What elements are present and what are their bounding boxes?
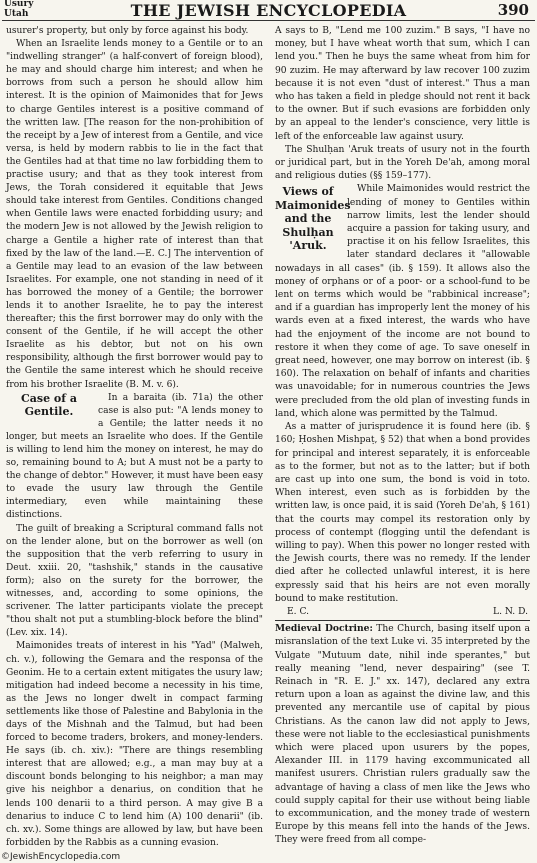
paragraph: While Maimonides would restrict the lending of money to Gentiles within narrow limits, lest the lender should acquire a passion for taking usury, and practise it on his fellow Israelites, this later standard declares it "allowable nowadays in all cases" (ib. § 159). It allows also the money of orphans or of a poor- or a school-fund to be lent on terms which would be "rabbinical increase"; and if a guardian has improperly lent the money of his wards even at a fixed interest, the wards who have had the enjoyment of the income are not bound to restore it when they come of age. To save oneself in great need, however, one may borrow on interest (ib. § 160). The relaxation on behalf of infants and charities was unavoidable; for in numerous countries the Jews were precluded from the old plan of investing funds in land, which alone was permitted by the Talmud.: [275, 184, 530, 419]
page-number: 390: [497, 1, 529, 19]
header-rule: [2, 20, 535, 21]
section-divider: [275, 620, 530, 621]
paragraph: The guilt of breaking a Scriptural command falls not on the lender alone, but on the borrower as well (on the supposition that the verb referring to usury in Deut. xxiii. 20, "tashshik," stands in the causative form); also on the surety for the borrower, the witnesses, and, according to some opinions, the scrivener. The latter participants violate the precept "thou shalt not put a stumbling-block before the blind" (Lev. xix. 14).: [6, 523, 263, 639]
paragraph: In a baraita (ib. 71a) the other case is also put: "A lends money to a Gentile; the latter needs it no longer, but meets an Israelite who does. If the Gentile is willing to lend him the money on interest, he may do so, remaining bound to A; but A must not be a party to the change of debtor." However, it must have been easy to evade the usury law through the Gentile intermediary, even while maintaining these distinctions.: [6, 392, 263, 521]
paragraph: usurer's property, but only by force against his body.: [6, 26, 249, 36]
section-heading: Medieval Doctrine:: [275, 623, 373, 635]
paragraph: Maimonides treats of interest in his "Yad" (Malweh, ch. v.), following the Gemara and the responsa of the Geonim. He to a certain extent mitigates the usury law; mitigation had indeed become a necessity in his time, as the Jews no longer dwelt in compact farming settlements like those of Palestine and Babylonia in the days of the Mishnah and the Talmud, but had been forced to become traders, brokers, and money-lenders. He says (ib. ch. xiv.): "There are things resembling interest that are allowed; e.g., a man may buy at a discount bonds belonging to his neighbor; a man may give his neighbor a denarius, on condition that he lends 100 denarii to a third person. A may give B a denarius to induce C to lend him (A) 100 denarii" (ib. ch. xv.). Some things are allowed by law, but have been forbidden by the Rabbis as a cunning evasion.: [6, 641, 263, 848]
running-head-last-word: Utah: [4, 8, 29, 19]
running-head-first-word: Usury: [4, 0, 34, 9]
left-column: [6, 25, 263, 850]
paragraph-body: The Church, basing itself upon a misranslation of the text Luke vi. 35 interpreted by the Vulgate "Mutuum date, nihil inde sperantes," but really meaning "lend, never despairing" (see T. Reinach in "R. E. J." xx. 147), declared any extra return upon a loan as against the divine law, and this prevented any mercantile use of capital by pious Christians. As the canon law did not apply to Jews, these were not liable to the ecclesiastical punishments which were placed upon usurers by the popes, Alexander III. in 1179 having excommunicated all manifest usurers. Christian rulers gradually saw the advantage of having a class of men like the Jews who could supply capital for their use without being liable to excommunication, and the money trade of western Europe by this means fell into the hands of the Jews. They were freed from all compe-: [275, 624, 530, 846]
sidenote-views-of-maimonides: Views of Maimonides and the Shulḥan 'Aruk.: [275, 185, 351, 253]
page-header: [0, 0, 537, 22]
copyright-footer: ©JewishEncyclopedia.com: [1, 852, 121, 862]
signature-left: E. C.: [287, 606, 310, 617]
paragraph: The Shulḥan 'Aruk treats of usury not in the fourth or juridical part, but in the Yoreh De'ah, among moral and religious duties (§§ 159–177).: [275, 144, 530, 182]
page-title: THE JEWISH ENCYCLOPEDIA: [130, 1, 407, 20]
paragraph: As a matter of jurisprudence it is found here (ib. § 160; Ḥoshen Mishpaṭ, § 52) that when a bond provides for principal and interest separately, it is enforceable as to the former, but not as to the latter; but if both are cast up into one sum, the bond is void in toto. When interest, even such as is forbidden by the written law, is once paid, it is said (Yoreh De'ah, § 161) that the courts may compel its restoration only by process of contempt (flogging until the defendant is willing to pay). When this power no longer rested with the Jewish courts, there was no remedy. If the lender died after he collected unlawful interest, it is here expressly said that his heirs are not even morally bound to make restitution.: [275, 422, 530, 604]
paragraph: A says to B, "Lend me 100 zuzim." B says, "I have no money, but I have wheat worth that sum, which I can lend you." Then he buys the same wheat from him for 90 zuzim. He may afterward by law recover 100 zuzim because it is not even "dust of interest." Thus a man who has taken a field in pledge should not rent it back to the owner. But if such evasions are forbidden only by an appeal to the lender's conscience, very little is left of the enforceable law against usury.: [275, 26, 530, 142]
right-column: [275, 25, 530, 848]
author-signature: [275, 606, 530, 619]
paragraph: When an Israelite lends money to a Gentile or to an "indwelling stranger" (a half-convert of foreign blood), he may and should charge him interest; and when he borrows from such a person he should allow him interest. It is the opinion of Maimonides that for Jews to charge Gentiles interest is a positive command of the written law. [The reason for the non-prohibition of the receipt by a Jew of interest from a Gentile, and vice versa, is held by modern rabbis to lie in the fact that the Gentiles had at that time no law forbidding them to practise usury; and that as they took interest from Jews, the Torah considered it equitable that Jews should take interest from Gentiles. Conditions changed when Gentile laws were enacted forbidding usury; and the modern Jew is not allowed by the Jewish religion to charge a Gentile a higher rate of interest than that fixed by the law of the land.—E. C.] The intervention of a Gentile may lead to an evasion of the law between Israelites. For example, one not standing in need of it has borrowed the money of a Gentile; the borrower lends it to another Israelite, he to pay the interest thereafter; this the first borrower may do only with the consent of the Gentile, if he will accept the other Israelite as his debtor, but not on his own responsibility, although the first borrower would pay to the Gentile the same interest which he should receive from his brother Israelite (B. M. v. 6).: [6, 39, 263, 390]
paragraph-medieval-doctrine: [275, 622, 530, 847]
signature-right: L. N. D.: [493, 606, 528, 617]
sidenote-case-of-a-gentile: Case of a Gentile.: [21, 391, 77, 419]
